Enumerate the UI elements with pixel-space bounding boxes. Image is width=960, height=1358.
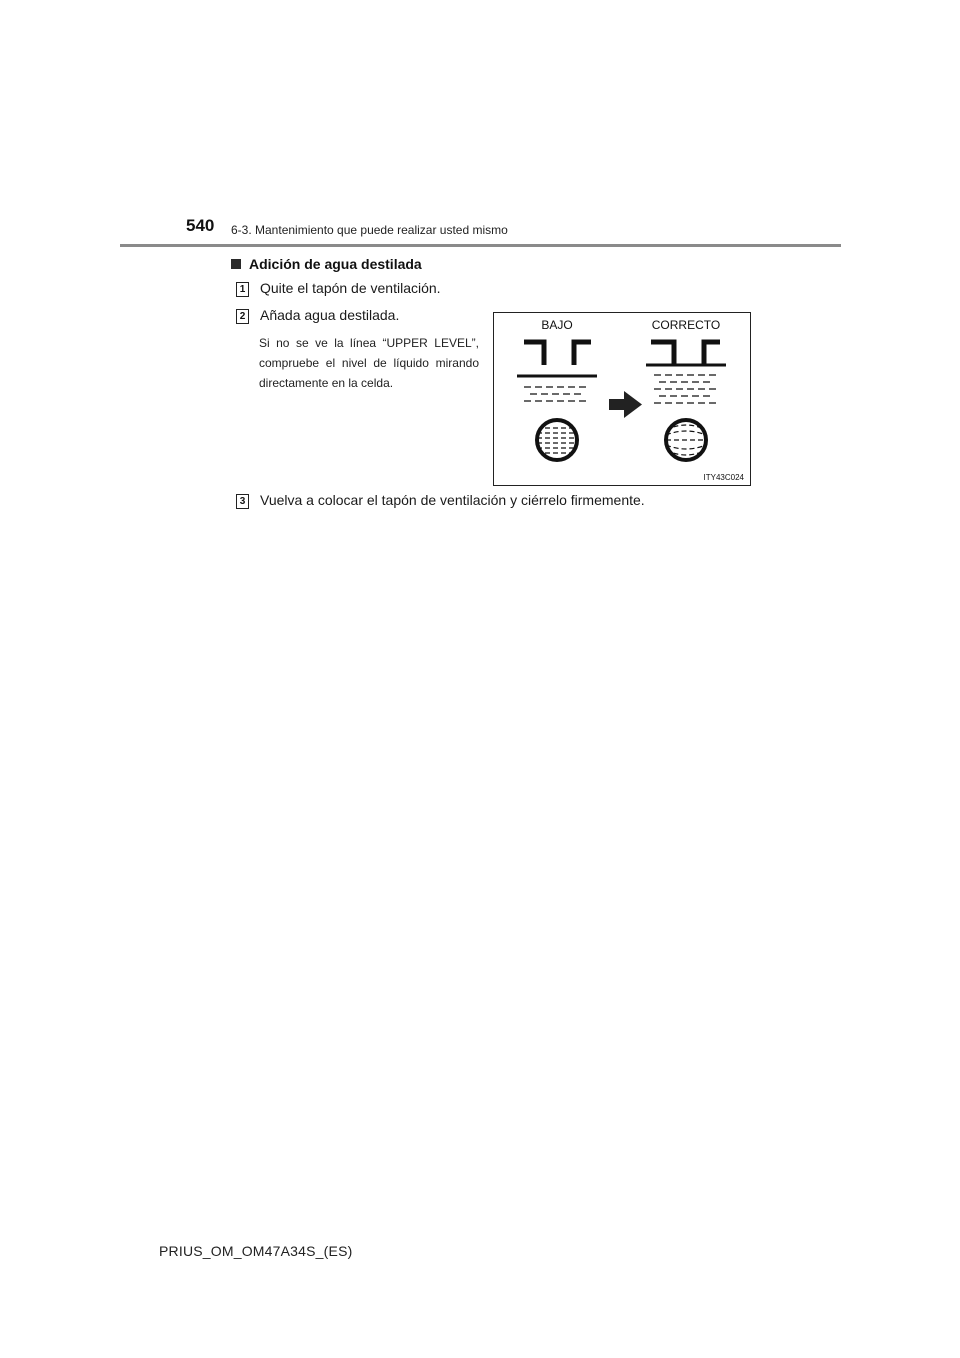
correct-level-cell [646, 342, 726, 460]
label-low: BAJO [541, 318, 573, 332]
subsection-title [231, 256, 422, 272]
step-number-1: 1 [236, 282, 249, 297]
electrolyte-level-illustration [494, 313, 750, 485]
page-number: 540 [186, 216, 215, 235]
arrow-right-icon [609, 391, 642, 418]
step-3-text: Vuelva a colocar el tapón de ventilación y ciérrelo firmemente. [260, 492, 645, 508]
label-correct: CORRECTO [651, 318, 721, 332]
electrolyte-level-figure [493, 312, 751, 486]
step-2-text: Añada agua destilada. [260, 307, 400, 323]
figure-code: ITY43C024 [703, 473, 744, 482]
step-2-note: Si no se ve la línea “UPPER LEVEL”, compruebe el nivel de líquido mirando directamente en la celda. [259, 336, 479, 390]
step-number-3: 3 [236, 494, 249, 509]
header-rule [120, 244, 841, 247]
step-1-text: Quite el tapón de ventilación. [260, 280, 441, 296]
subsection-title-text: Adición de agua destilada [249, 256, 422, 272]
low-level-cell [517, 342, 597, 460]
step-number-2: 2 [236, 309, 249, 324]
section-header: 6-3. Mantenimiento que puede realizar usted mismo [231, 223, 508, 237]
square-bullet-icon [231, 259, 241, 269]
footer-code: PRIUS_OM_OM47A34S_(ES) [159, 1243, 353, 1259]
